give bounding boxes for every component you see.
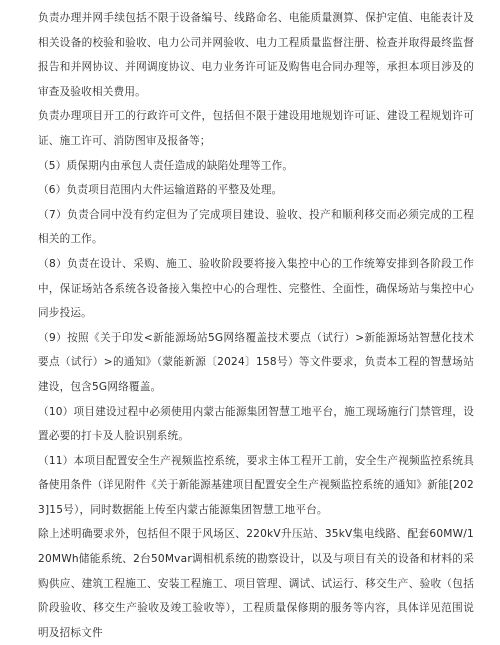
- paragraph-item-9-smart-station: （9）按照《关于印发<新能源场站5G网络覆盖技术要点（试行）>新能源场站智慧化技术要点（试行）>的通知》（蒙能新源〔2024〕158号）等文件要求，负责本工程的智慧场站建设，包含5G网络覆盖。: [38, 331, 474, 393]
- paragraph-item-6-transport-road: （6）负责项目范围内大件运输道路的平整及处理。: [38, 184, 283, 197]
- paragraph-grid-connection: 负责办理并网手续包括不限于设备编号、线路命名、电能质量测算、保护定值、电能表计及相关设备的校验和验收、电力公司并网验收、电力工程质量监督注册、检查并取得最终监督报告和并网协议、并网调度协议、电力业务许可证及购售电合同办理等，承担本项目涉及的审查及验收相关费用。: [38, 12, 474, 98]
- paragraph-construction-permits: 负责办理项目开工的行政许可文件，包括但不限于建设用地规划许可证、建设工程规划许可证、施工许可、消防图审及报备等；: [38, 110, 474, 147]
- paragraph-item-11-video-monitoring: （11）本项目配置安全生产视频监控系统，要求主体工程开工前，安全生产视频监控系统具备使用条件（详见附件《关于新能源基建项目配置安全生产视频监控系统的通知》新能[2023]15号），同时数据能上传至内蒙古能源集团智慧工地平台。: [38, 454, 474, 516]
- paragraph-item-8-control-center: （8）负责在设计、采购、施工、验收阶段要将接入集控中心的工作统筹安排到各阶段工作中，保证场站各系统各设备接入集控中心的合理性、完整性、全面性，确保场站与集控中心同步投运。: [38, 257, 474, 320]
- paragraph-scope-summary: 除上述明确要求外，包括但不限于风场区、220kV升压站、35kV集电线路、配套60MW/120MWh储能系统、2台50Mvar调相机系统的勘察设计，以及与项目有关的设备和材料的采购供应、建筑工程施工、安装工程施工、项目管理、调试、试运行、移交生产、验收（包括阶段验收、移交生产验收及竣工验收等），工程质量保修期的服务等内容，具体详见范围说明及招标文件: [38, 528, 474, 639]
- paragraph-item-7-other-work: （7）负责合同中没有约定但为了完成项目建设、验收、投产和顺利移交而必须完成的工程相关的工作。: [38, 208, 474, 246]
- paragraph-item-5-warranty: （5）质保期内由承包人责任造成的缺陷处理等工作。: [38, 159, 294, 172]
- paragraph-item-10-smart-site: （10）项目建设过程中必须使用内蒙古能源集团智慧工地平台，施工现场施行门禁管理，设置必要的打卡及人脸识别系统。: [38, 405, 474, 443]
